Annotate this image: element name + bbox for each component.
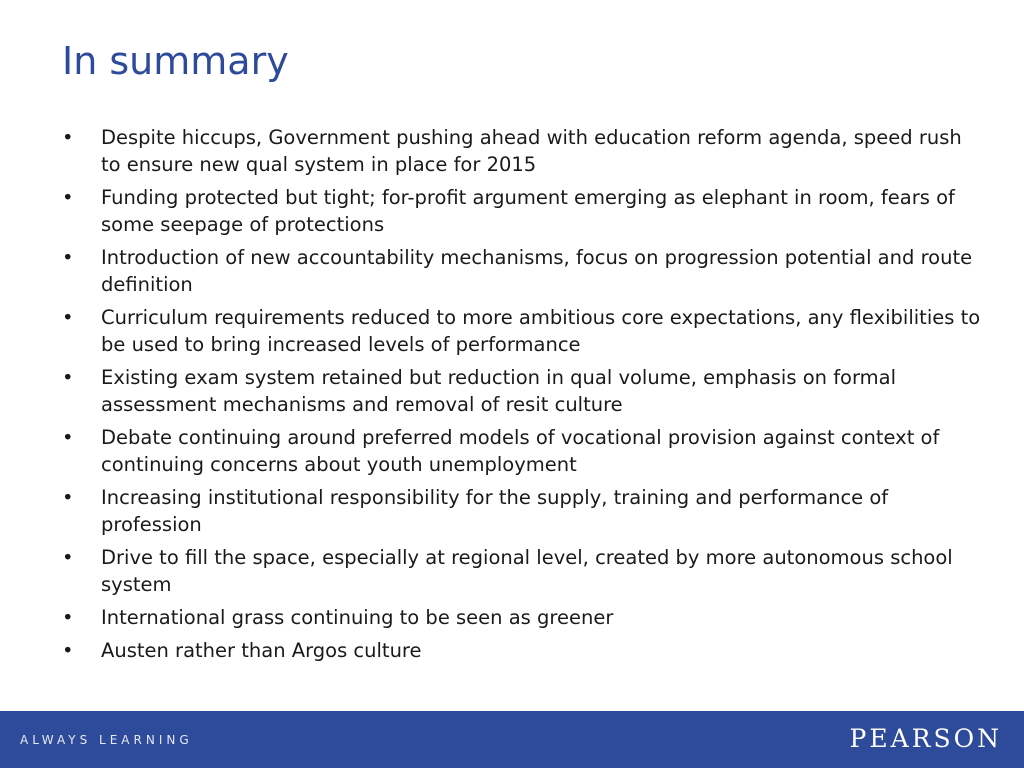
pearson-logo: PEARSON [849,724,1002,753]
bullet-dot-icon: • [62,426,74,449]
bullet-dot-icon: • [62,186,74,209]
bullet-text: Increasing institutional responsibility for the supply, training and performance of profession [101,486,889,536]
bullet-text: Introduction of new accountability mechanisms, focus on progression potential and route definition [101,246,973,296]
bullet-text: Despite hiccups, Government pushing ahead with education reform agenda, speed rush to ensure new qual system in place for 2015 [101,126,962,176]
bullet-dot-icon: • [62,366,74,389]
bullet-dot-icon: • [62,486,74,509]
bullet-dot-icon: • [62,306,74,329]
slide-title: In summary [62,39,289,83]
bullet-text: Funding protected but tight; for-profit argument emerging as elephant in room, fears of some seepage of protections [101,186,955,236]
bullet-item [0,364,1024,418]
bullet-item [0,184,1024,238]
bullet-item [0,484,1024,538]
footer-bar [0,711,1024,768]
bullet-text: Debate continuing around preferred models of vocational provision against context of continuing concerns about youth unemployment [101,426,940,476]
bullet-dot-icon: • [62,246,74,269]
bullet-text: Curriculum requirements reduced to more ambitious core expectations, any flexibilities to be used to bring increased levels of performance [101,306,981,356]
bullet-item [0,637,1024,664]
bullet-dot-icon: • [62,639,74,662]
bullet-dot-icon: • [62,546,74,569]
bullet-list [0,124,1024,670]
bullet-item [0,424,1024,478]
bullet-dot-icon: • [62,126,74,149]
bullet-item [0,544,1024,598]
bullet-text: Drive to fill the space, especially at regional level, created by more autonomous school system [101,546,953,596]
bullet-item [0,604,1024,631]
bullet-dot-icon: • [62,606,74,629]
bullet-text: International grass continuing to be seen as greener [101,606,614,629]
footer-tagline: ALWAYS LEARNING [20,733,193,747]
bullet-item [0,244,1024,298]
bullet-item [0,124,1024,178]
bullet-text: Austen rather than Argos culture [101,639,422,662]
bullet-item [0,304,1024,358]
bullet-text: Existing exam system retained but reduction in qual volume, emphasis on formal assessment mechanisms and removal of resit culture [101,366,897,416]
